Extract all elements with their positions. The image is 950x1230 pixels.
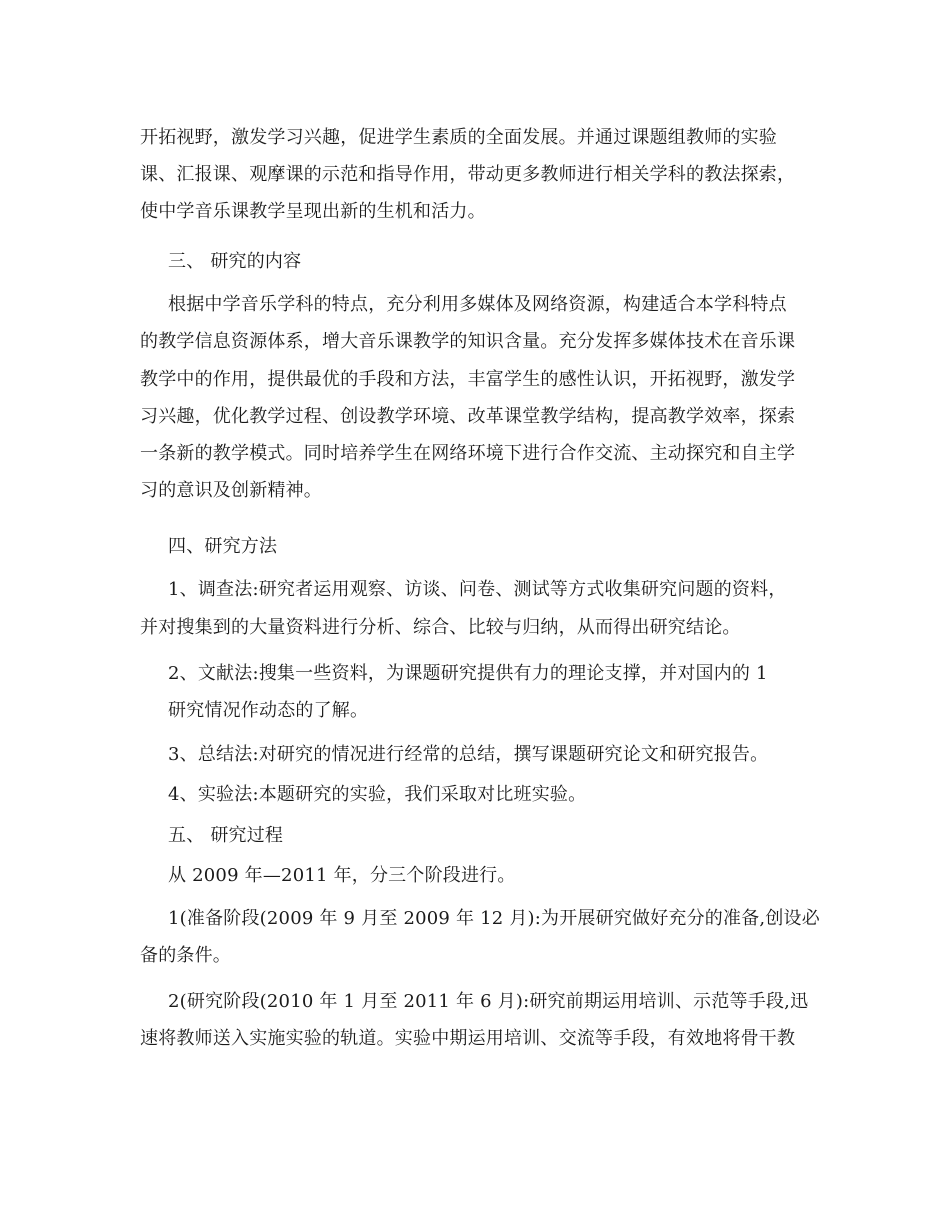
paragraph-line: 开拓视野，激发学习兴趣，促进学生素质的全面发展。并通过课题组教师的实验 xyxy=(140,127,777,148)
paragraph-line: 2、文献法:搜集一些资料，为课题研究提供有力的理论支撑，并对国内的 1 xyxy=(168,663,768,684)
paragraph-line: 习的意识及创新精神。 xyxy=(140,480,322,501)
paragraph-line: 研究情况作动态的了解。 xyxy=(168,700,369,721)
paragraph-line: 1(准备阶段(2009 年 9 月至 2009 年 12 月):为开展研究做好充分的准备,创设必 xyxy=(168,908,820,929)
paragraph-line: 1、调查法:研究者运用观察、访谈、问卷、测试等方式收集研究问题的资料， xyxy=(168,579,787,600)
paragraph-line: 4、实验法:本题研究的实验，我们采取对比班实验。 xyxy=(168,784,587,805)
section-heading-research-content: 三、 研究的内容 xyxy=(168,251,302,272)
paragraph-line: 一条新的教学模式。同时培养学生在网络环境下进行合作交流、主动探究和自主学 xyxy=(140,443,796,464)
paragraph-line: 3、总结法:对研究的情况进行经常的总结，撰写课题研究论文和研究报告。 xyxy=(168,744,769,765)
paragraph-line: 并对搜集到的大量资料进行分析、综合、比较与归纳，从而得出研究结论。 xyxy=(140,617,741,638)
paragraph-line: 2(研究阶段(2010 年 1 月至 2011 年 6 月):研究前期运用培训、示范等手段,迅 xyxy=(168,991,809,1012)
paragraph-line: 使中学音乐课教学呈现出新的生机和活力。 xyxy=(140,201,486,222)
paragraph-line: 教学中的作用，提供最优的手段和方法，丰富学生的感性认识，开拓视野，激发学 xyxy=(140,369,796,390)
paragraph-line: 根据中学音乐学科的特点，充分利用多媒体及网络资源，构建适合本学科特点 xyxy=(168,294,787,315)
paragraph-line: 课、汇报课、观摩课的示范和指导作用，带动更多教师进行相关学科的教法探索， xyxy=(140,164,796,185)
paragraph-line: 备的条件。 xyxy=(140,945,231,966)
paragraph-line: 速将教师送入实施实验的轨道。实验中期运用培训、交流等手段，有效地将骨干教 xyxy=(140,1028,796,1049)
section-heading-research-method: 四、研究方法 xyxy=(168,536,278,557)
paragraph-line: 习兴趣，优化教学过程、创设教学环境、改革课堂教学结构，提高教学效率，探索 xyxy=(140,406,796,427)
section-heading-research-process: 五、 研究过程 xyxy=(168,825,284,846)
paragraph-line: 的教学信息资源体系，增大音乐课教学的知识含量。充分发挥多媒体技术在音乐课 xyxy=(140,331,796,352)
paragraph-line: 从 2009 年—2011 年，分三个阶段进行。 xyxy=(168,865,516,886)
